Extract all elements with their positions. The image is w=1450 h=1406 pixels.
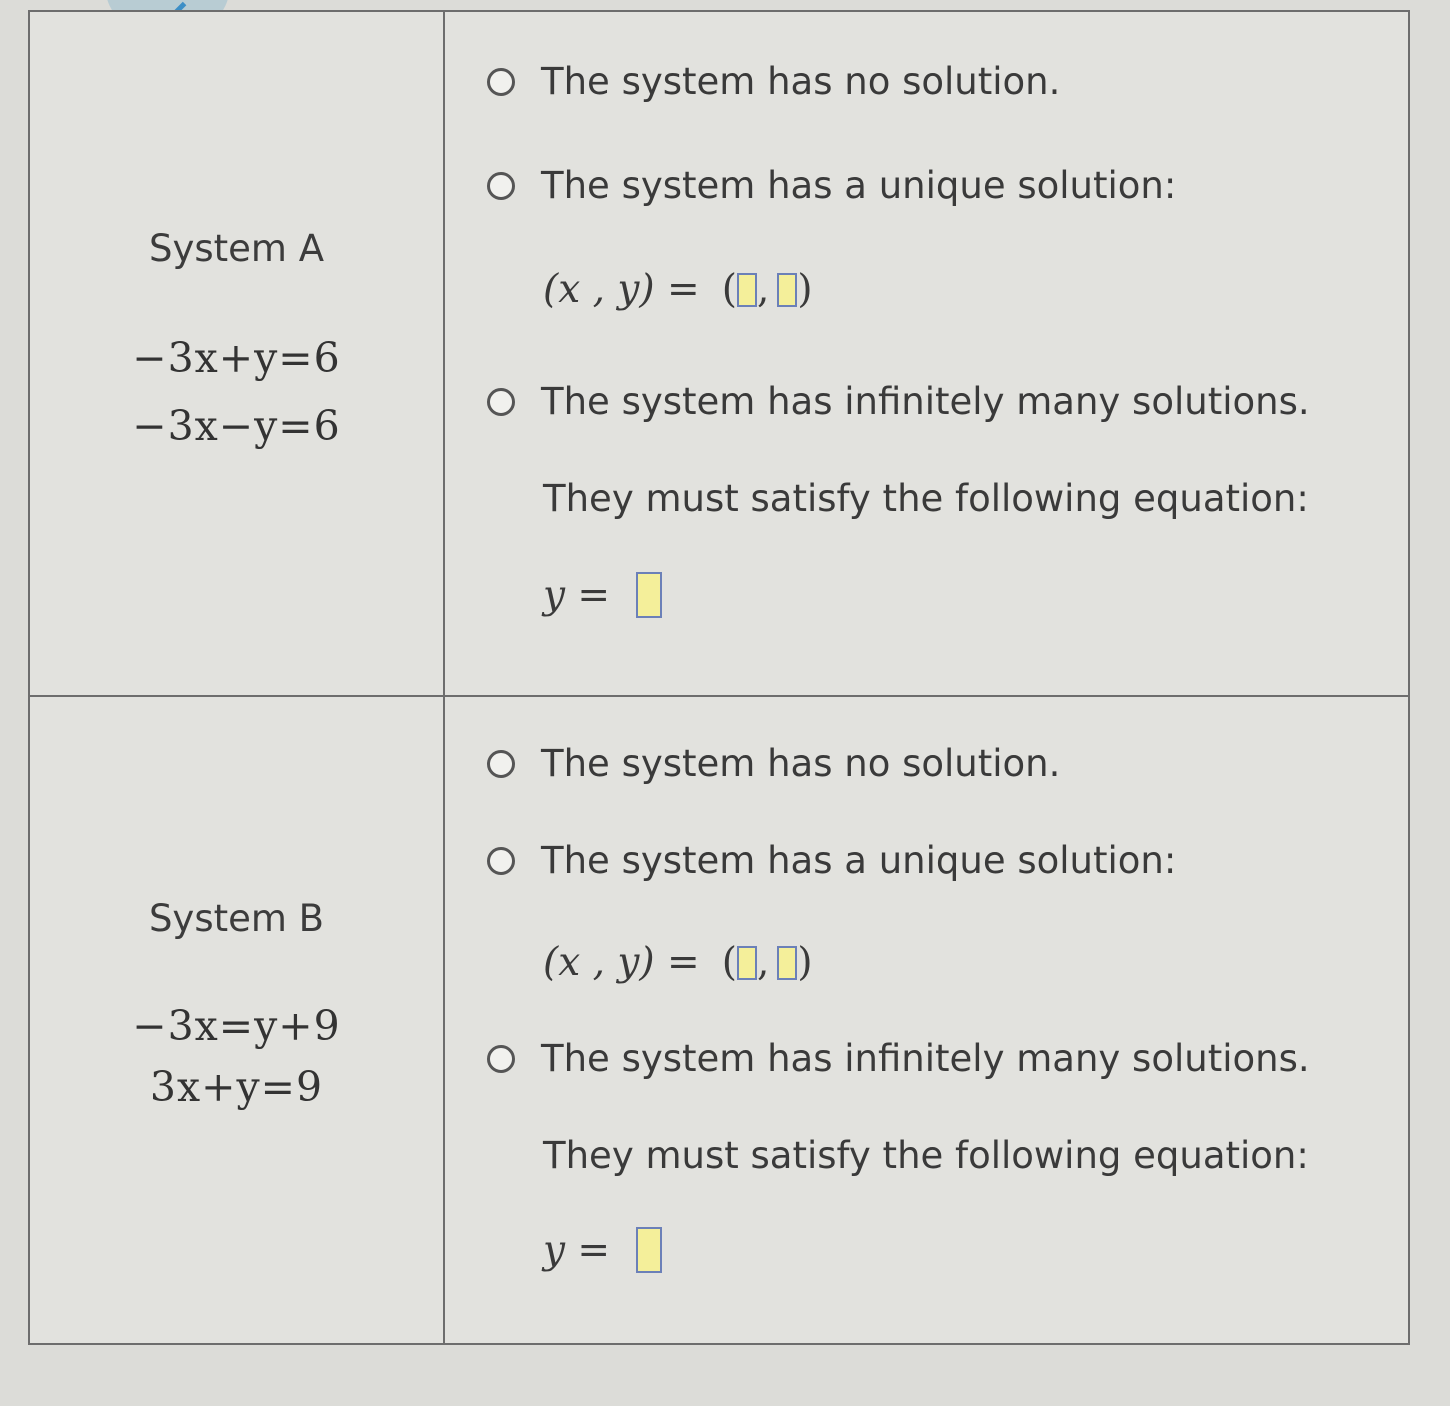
radio-button[interactable] <box>487 68 515 96</box>
option-label: The system has a unique solution: <box>541 164 1177 207</box>
paren-close: ) <box>797 267 813 312</box>
radio-button[interactable] <box>487 1045 515 1073</box>
radio-button[interactable] <box>487 172 515 200</box>
system-b-unique-solution-row <box>543 940 813 985</box>
system-a-title: System A <box>148 227 325 270</box>
math-lhs: (x , y) = <box>543 940 700 985</box>
system-a-option-no-solution[interactable] <box>487 60 1060 103</box>
system-b-equation-1: −3x=y+9 <box>132 1002 341 1050</box>
option-label: The system has no solution. <box>541 742 1061 785</box>
paren-close: ) <box>797 940 813 985</box>
radio-button[interactable] <box>487 388 515 416</box>
paren-open: ( <box>721 267 737 312</box>
math-lhs: (x , y) = <box>543 267 700 312</box>
radio-button[interactable] <box>487 750 515 778</box>
system-a-unique-solution-row <box>543 267 813 312</box>
system-a-equation-1: −3x+y=6 <box>132 334 341 382</box>
system-b-must-satisfy-text: They must satisfy the following equation: <box>543 1134 1309 1177</box>
system-a-equations-cell <box>30 12 445 695</box>
option-label: The system has a unique solution: <box>541 839 1177 882</box>
comma: , <box>756 267 770 312</box>
equation-answer-input[interactable] <box>636 572 662 618</box>
system-a-equation-2: −3x−y=6 <box>132 402 341 450</box>
system-a-option-infinite[interactable] <box>487 380 1310 423</box>
comma: , <box>756 940 770 985</box>
math-lhs: y = <box>543 1227 611 1273</box>
option-label: The system has no solution. <box>541 60 1061 103</box>
system-b-equation-answer-row <box>543 1227 662 1273</box>
system-a-equation-answer-row <box>543 572 662 618</box>
system-b-option-no-solution[interactable] <box>487 742 1060 785</box>
option-label: The system has infinitely many solutions. <box>541 380 1310 423</box>
systems-table <box>28 10 1410 1345</box>
system-b-row <box>30 697 1408 1343</box>
y-answer-input[interactable] <box>777 946 797 980</box>
y-answer-input[interactable] <box>777 273 797 307</box>
option-label: The system has infinitely many solutions. <box>541 1037 1310 1080</box>
system-b-option-unique[interactable] <box>487 839 1176 882</box>
radio-button[interactable] <box>487 847 515 875</box>
system-b-title: System B <box>148 897 325 940</box>
system-a-row <box>30 12 1408 697</box>
equation-answer-input[interactable] <box>636 1227 662 1273</box>
system-a-answer-cell <box>445 12 1408 695</box>
system-b-equation-2: 3x+y=9 <box>149 1063 324 1111</box>
system-b-equations-cell <box>30 697 445 1343</box>
system-b-answer-cell <box>445 697 1408 1343</box>
system-a-must-satisfy-text: They must satisfy the following equation: <box>543 477 1309 520</box>
system-b-option-infinite[interactable] <box>487 1037 1310 1080</box>
system-a-option-unique[interactable] <box>487 164 1176 207</box>
math-lhs: y = <box>543 572 611 618</box>
x-answer-input[interactable] <box>737 946 757 980</box>
paren-open: ( <box>721 940 737 985</box>
x-answer-input[interactable] <box>737 273 757 307</box>
